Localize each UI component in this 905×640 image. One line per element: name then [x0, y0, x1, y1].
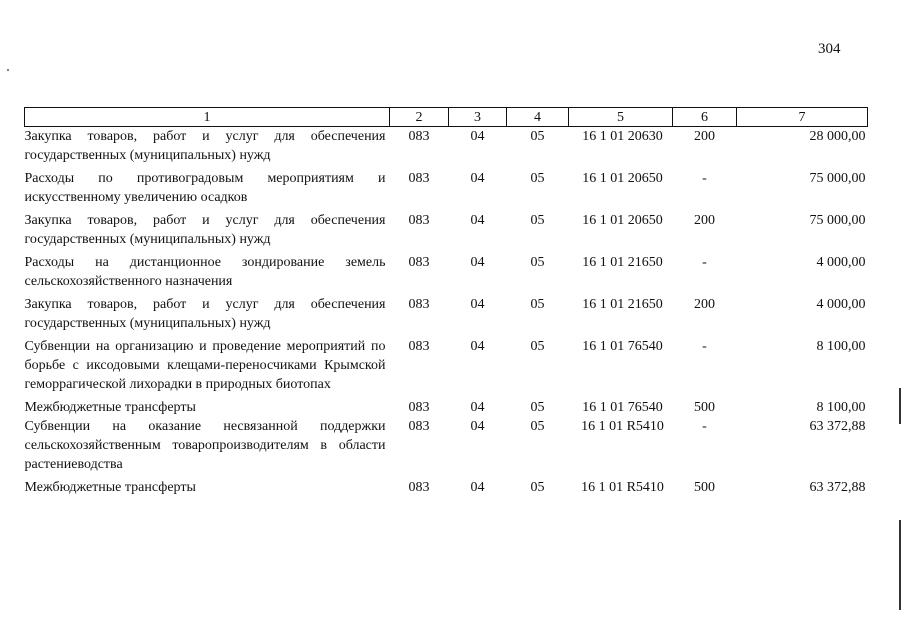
cell-c3: 04 [470, 213, 485, 228]
cell-c6: 500 [694, 480, 715, 495]
table-header-row [25, 108, 868, 127]
cell-c5: 16 1 01 20650 [582, 171, 663, 186]
cell-c7: 8 100,00 [816, 400, 866, 415]
cell-c3: 04 [470, 129, 485, 144]
row-description: Закупка товаров, работ и услуг для обеспечения государственных (муниципальных) нужд [24, 297, 386, 331]
table-row [25, 169, 868, 211]
cell-c6: 200 [694, 213, 715, 228]
cell-c6: - [702, 171, 707, 186]
cell-c5: 16 1 01 76540 [582, 339, 663, 354]
header-cell: 5 [569, 108, 673, 127]
table-row [25, 127, 868, 170]
header-cell: 4 [507, 108, 569, 127]
cell-c5: 16 1 01 20650 [582, 213, 663, 228]
row-description: Межбюджетные трансферты [24, 400, 196, 415]
cell-c2: 083 [408, 213, 430, 228]
cell-c3: 04 [470, 400, 485, 415]
cell-c7: 4 000,00 [816, 255, 866, 270]
cell-c4: 05 [530, 400, 545, 415]
row-description: Расходы на дистанционное зондирование земель сельскохозяйственного назначения [24, 255, 386, 289]
table-row [25, 417, 868, 478]
cell-c6: - [702, 255, 707, 270]
cell-c4: 05 [530, 339, 545, 354]
budget-table [24, 107, 868, 497]
cell-c2: 083 [408, 297, 430, 312]
table-row [25, 211, 868, 253]
cell-c3: 04 [470, 171, 485, 186]
header-cell: 1 [25, 108, 390, 127]
cell-c4: 05 [530, 255, 545, 270]
scan-artifact-dot [7, 69, 9, 71]
row-description: Субвенции на оказание несвязанной поддержки сельскохозяйственным товаропроизводителям в области растениеводства [24, 419, 386, 472]
row-description: Закупка товаров, работ и услуг для обеспечения государственных (муниципальных) нужд [24, 213, 386, 247]
header-cell: 2 [390, 108, 449, 127]
table-row [25, 253, 868, 295]
scan-edge-mark [899, 520, 901, 610]
cell-c3: 04 [470, 255, 485, 270]
cell-c5: 16 1 01 21650 [582, 255, 663, 270]
cell-c7: 8 100,00 [816, 339, 866, 354]
row-description: Расходы по противоградовым мероприятиям и искусственному увеличению осадков [24, 171, 386, 205]
cell-c2: 083 [408, 419, 430, 434]
cell-c7: 63 372,88 [809, 480, 866, 495]
header-cell: 3 [449, 108, 507, 127]
header-cell: 7 [737, 108, 868, 127]
cell-c7: 28 000,00 [809, 129, 866, 144]
cell-c6: 200 [694, 129, 715, 144]
cell-c4: 05 [530, 129, 545, 144]
cell-c4: 05 [530, 480, 545, 495]
row-description: Субвенции на организацию и проведение мероприятий по борьбе с иксодовыми клещами-переносчиками Крымской геморрагической лихорадки в природных биотопах [24, 339, 386, 392]
cell-c6: - [702, 419, 707, 434]
cell-c7: 75 000,00 [809, 213, 866, 228]
cell-c3: 04 [470, 339, 485, 354]
table-row [25, 337, 868, 398]
cell-c4: 05 [530, 171, 545, 186]
cell-c7: 75 000,00 [809, 171, 866, 186]
cell-c2: 083 [408, 400, 430, 415]
cell-c6: - [702, 339, 707, 354]
cell-c2: 083 [408, 339, 430, 354]
page-number: 304 [818, 41, 841, 57]
scan-edge-mark [899, 388, 901, 424]
cell-c5: 16 1 01 R5410 [581, 419, 664, 434]
cell-c4: 05 [530, 213, 545, 228]
cell-c2: 083 [408, 129, 430, 144]
cell-c6: 200 [694, 297, 715, 312]
cell-c3: 04 [470, 297, 485, 312]
row-description: Межбюджетные трансферты [24, 480, 196, 495]
cell-c2: 083 [408, 480, 430, 495]
header-cell: 6 [673, 108, 737, 127]
cell-c2: 083 [408, 255, 430, 270]
table-row [25, 398, 868, 417]
cell-c3: 04 [470, 419, 485, 434]
cell-c3: 04 [470, 480, 485, 495]
cell-c5: 16 1 01 20630 [582, 129, 663, 144]
cell-c5: 16 1 01 76540 [582, 400, 663, 415]
cell-c7: 63 372,88 [809, 419, 866, 434]
cell-c5: 16 1 01 21650 [582, 297, 663, 312]
cell-c2: 083 [408, 171, 430, 186]
cell-c5: 16 1 01 R5410 [581, 480, 664, 495]
cell-c6: 500 [694, 400, 715, 415]
cell-c4: 05 [530, 419, 545, 434]
table-row [25, 295, 868, 337]
row-description: Закупка товаров, работ и услуг для обеспечения государственных (муниципальных) нужд [24, 129, 386, 163]
cell-c4: 05 [530, 297, 545, 312]
cell-c7: 4 000,00 [816, 297, 866, 312]
table-row [25, 478, 868, 497]
